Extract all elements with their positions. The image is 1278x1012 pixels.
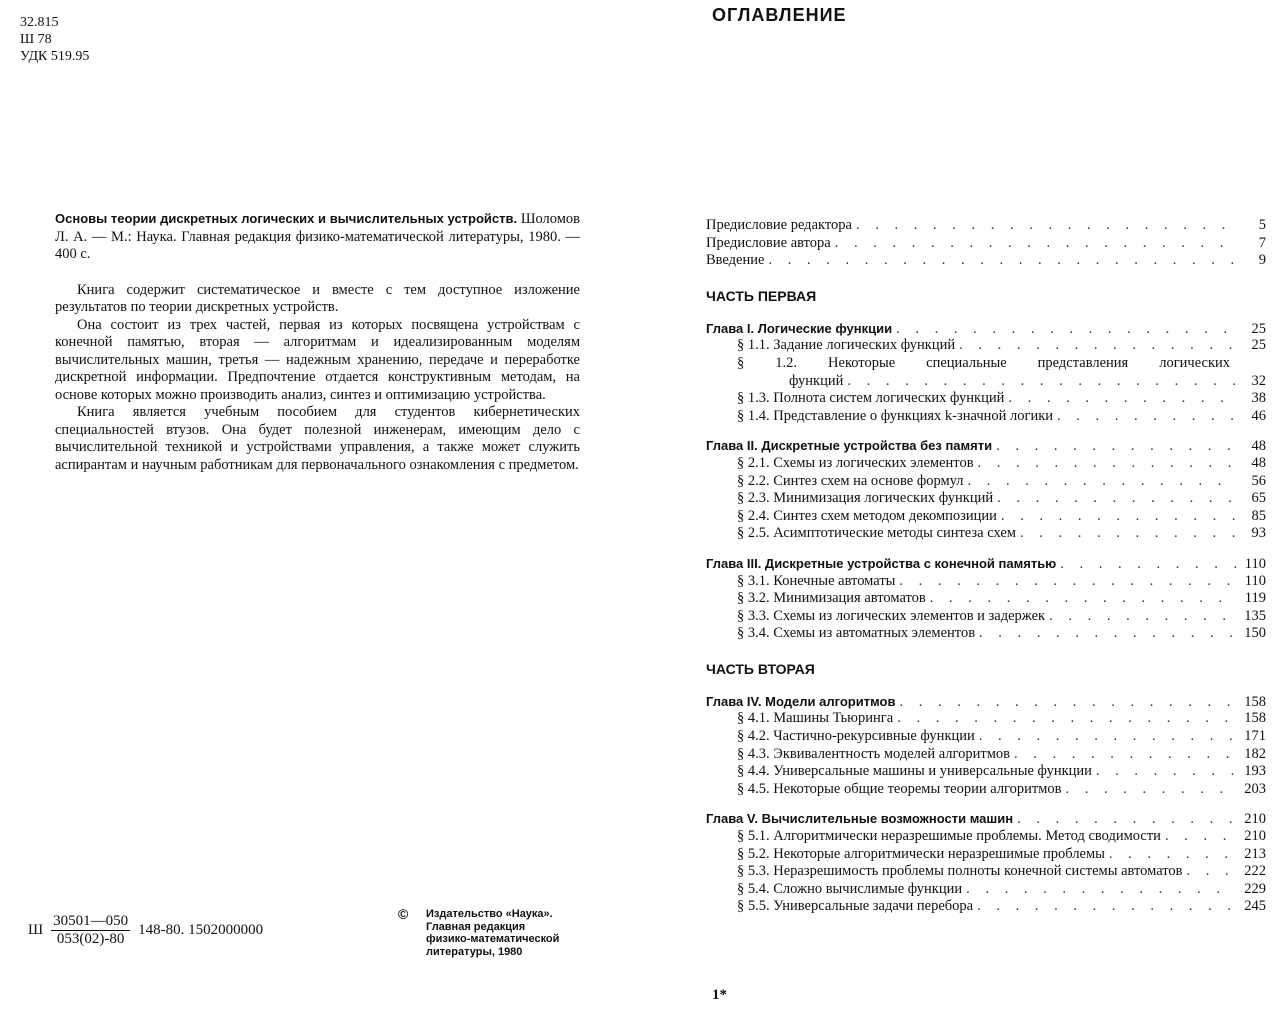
toc-entry-text: § 3.2. Минимизация автоматов [737, 590, 926, 607]
dot-leader [1096, 763, 1236, 781]
toc-entry-text: § 1.4. Представление о функциях k-значной логики [737, 407, 1054, 424]
toc-section-entry [706, 625, 1266, 643]
toc-entry-text: Предисловие автора [706, 234, 831, 251]
dot-leader [1109, 846, 1236, 864]
toc-entry-text: § 2.3. Минимизация логических функций [737, 490, 994, 507]
toc-entry-text: Глава II. Дискретные устройства без памяти [706, 438, 993, 454]
toc-entry-text: § 1.3. Полнота систем логических функций [737, 390, 1005, 407]
dot-leader [1014, 746, 1236, 764]
toc-entry-text: § 1.1. Задание логических функций [737, 337, 956, 354]
toc-section-entry [706, 355, 1266, 390]
toc-entry-text: § 4.5. Некоторые общие теоремы теории алгоритмов [737, 780, 1062, 797]
toc-chapter-entry [706, 320, 1266, 338]
dot-leader [959, 337, 1236, 355]
toc-section-entry [706, 337, 1266, 355]
toc-part-heading: ЧАСТЬ ВТОРАЯ [706, 660, 815, 677]
dot-leader [968, 473, 1236, 491]
dot-leader [1060, 556, 1236, 574]
toc-chapter-entry [706, 810, 1266, 828]
toc-section-entry [706, 828, 1266, 846]
toc-page-number: 110 [1244, 555, 1266, 572]
toc-page-number: 25 [1251, 337, 1266, 354]
dot-leader [899, 694, 1236, 712]
imprint-fraction [51, 913, 130, 948]
toc-entry-text: § 2.1. Схемы из логических элементов [737, 454, 974, 471]
toc-section-entry [706, 863, 1266, 881]
annotation-paragraph: Книга является учебным пособием для студентов кибернетических специальностей втузов. Она будет полезной инженерам, имеющим дело с вычислительной техникой и устройствами управления, а также может служить аспирантам и научным работникам для первоначального ознакомления с предметом. [55, 404, 580, 473]
toc-page-number: 48 [1251, 454, 1266, 471]
toc-page-number: 158 [1244, 693, 1266, 710]
toc-chapter-entry [706, 437, 1266, 455]
dot-leader [1049, 608, 1236, 626]
toc-spacer [706, 425, 1266, 437]
bibliographic-entry [55, 210, 580, 264]
dot-leader [1020, 525, 1236, 543]
toc-chapter-entry [706, 555, 1266, 573]
toc-page-number: 56 [1251, 472, 1266, 489]
toc-section-entry [706, 390, 1266, 408]
toc-section-entry [706, 508, 1266, 526]
toc-entry-text: Предисловие редактора [706, 217, 852, 233]
dot-leader [768, 252, 1236, 270]
toc-page-number: 110 [1244, 572, 1266, 589]
toc-page-number: 25 [1251, 320, 1266, 337]
dot-leader [899, 573, 1236, 591]
dot-leader [1008, 390, 1236, 408]
toc-page-number: 7 [1258, 234, 1266, 251]
toc-page-number: 182 [1244, 745, 1266, 762]
signature-mark: 1* [712, 987, 727, 1003]
toc-entry-text: § 1.2. Некоторые специальные представления логических [737, 354, 1230, 371]
toc-entry-text: § 5.3. Неразрешимость проблемы полноты конечной системы автоматов [737, 863, 1183, 880]
dot-leader [979, 728, 1236, 746]
toc-entry-text: Глава I. Логические функции [706, 320, 893, 336]
dot-leader [1017, 811, 1236, 829]
toc-entry-text: § 3.4. Схемы из автоматных элементов [737, 625, 976, 642]
udc-code: УДК 519.95 [20, 49, 90, 64]
toc-page-number: 48 [1251, 438, 1266, 455]
toc-entry-text: § 4.3. Эквивалентность моделей алгоритмов [737, 745, 1010, 762]
toc-page-number: 119 [1244, 590, 1266, 607]
dot-leader [997, 490, 1236, 508]
toc-entry-text: § 4.4. Универсальные машины и универсальные функции [737, 763, 1092, 780]
imprint-number: 148-80. 1502000000 [138, 922, 264, 938]
dot-leader [930, 590, 1236, 608]
toc-page-number: 9 [1258, 252, 1266, 269]
toc-part-heading: ЧАСТЬ ПЕРВАЯ [706, 287, 817, 304]
toc-section-entry [706, 525, 1266, 543]
toc-entry-text: функций [789, 372, 844, 389]
imprint-numerator: 30501—050 [53, 913, 129, 929]
toc-section-entry [706, 781, 1266, 799]
toc-page-number: 229 [1244, 880, 1266, 897]
toc-entry-text: § 2.4. Синтез схем методом декомпозиции [737, 507, 997, 524]
toc-spacer [706, 543, 1266, 555]
toc-section-entry [706, 590, 1266, 608]
toc-page-number: 210 [1244, 828, 1266, 845]
dot-leader [966, 881, 1236, 899]
toc-section-entry [706, 728, 1266, 746]
table-of-contents [706, 217, 1266, 916]
toc-page-number: 46 [1251, 407, 1266, 424]
toc-section-entry [706, 881, 1266, 899]
toc-chapter-entry [706, 693, 1266, 711]
imprint-letter: Ш [28, 922, 44, 938]
author-mark: Ш 78 [20, 32, 52, 47]
bibliographic-details: Шоломов Л. А. — М.: Наука. Главная редакция физико-математической литературы, 1980. — 400 с. [55, 211, 581, 262]
annotation-paragraph: Книга содержит систематическое и вместе с тем доступное изложение результатов по теории дискретных устройств. [55, 281, 580, 315]
toc-page-number: 65 [1251, 490, 1266, 507]
dot-leader [1165, 828, 1236, 846]
bbk-code: 32.815 [20, 15, 59, 30]
toc-page-number: 158 [1244, 710, 1266, 727]
classification-codes [20, 14, 89, 65]
toc-front-entry [706, 252, 1266, 270]
page-title: ОГЛАВЛЕНИЕ [712, 5, 847, 25]
toc-page-number: 245 [1244, 898, 1266, 915]
toc-page-number: 213 [1244, 845, 1266, 862]
toc-entry-text: Введение [706, 252, 765, 269]
toc-page-number: 171 [1244, 728, 1266, 745]
toc-section-entry [706, 573, 1266, 591]
toc-entry-text: § 4.2. Частично-рекурсивные функции [737, 728, 975, 745]
toc-entry-text: § 5.1. Алгоритмически неразрешимые проблемы. Метод сводимости [737, 828, 1161, 845]
toc-entry-text: § 3.3. Схемы из логических элементов и задержек [737, 607, 1046, 624]
dot-leader [996, 438, 1236, 456]
copyright-line: Главная редакция [426, 920, 526, 933]
toc-page-number: 85 [1251, 507, 1266, 524]
toc-entry-text: Глава V. Вычислительные возможности машин [706, 811, 1014, 827]
book-title: Основы теории дискретных логических и вычислительных устройств. [55, 211, 518, 226]
toc-section-entry [706, 746, 1266, 764]
toc-section-entry [706, 898, 1266, 916]
toc-page-number: 32 [1251, 372, 1266, 389]
dot-leader [1001, 508, 1236, 526]
dot-leader [977, 898, 1236, 916]
toc-page-number: 210 [1244, 811, 1266, 828]
dot-leader [897, 710, 1236, 728]
toc-page-number: 38 [1251, 390, 1266, 407]
dot-leader [1057, 408, 1236, 426]
dot-leader [856, 217, 1236, 235]
toc-section-entry [706, 763, 1266, 781]
imprint-code [28, 913, 263, 948]
toc-section-entry [706, 608, 1266, 626]
toc-page-number: 5 [1258, 217, 1266, 233]
dot-leader [978, 455, 1236, 473]
toc-section-entry [706, 490, 1266, 508]
toc-entry-text: Глава IV. Модели алгоритмов [706, 693, 896, 709]
toc-front-entry [706, 217, 1266, 235]
toc-entry-text: § 3.1. Конечные автоматы [737, 572, 896, 589]
toc-page-number: 222 [1244, 863, 1266, 880]
imprint-denominator: 053(02)-80 [56, 931, 125, 947]
dot-leader [896, 321, 1236, 339]
toc-section-entry [706, 710, 1266, 728]
dot-leader [1066, 781, 1236, 799]
dot-leader [835, 235, 1236, 253]
copyright-notice [398, 908, 559, 958]
toc-page-number: 203 [1244, 780, 1266, 797]
copyright-icon: © [398, 906, 409, 922]
toc-entry-text: § 5.4. Сложно вычислимые функции [737, 880, 963, 897]
toc-section-entry [706, 408, 1266, 426]
bibliographic-annotation [55, 210, 580, 474]
toc-entry-text: § 4.1. Машины Тьюринга [737, 710, 894, 727]
copyright-line: Издательство «Наука». [426, 908, 553, 920]
toc-page-number: 93 [1251, 525, 1266, 542]
toc-section-entry [706, 473, 1266, 491]
toc-entry-text: § 5.5. Универсальные задачи перебора [737, 898, 974, 915]
toc-page-number: 193 [1244, 763, 1266, 780]
toc-section-entry [706, 455, 1266, 473]
toc-spacer [706, 798, 1266, 810]
copyright-line: литературы, 1980 [426, 945, 523, 958]
dot-leader [847, 373, 1236, 391]
toc-page-number: 135 [1244, 607, 1266, 624]
toc-entry-text: § 5.2. Некоторые алгоритмически неразрешимые проблемы [737, 845, 1105, 862]
toc-page-number: 150 [1244, 625, 1266, 642]
toc-section-entry [706, 846, 1266, 864]
toc-front-entry [706, 235, 1266, 253]
toc-entry-text: Глава III. Дискретные устройства с конечной памятью [706, 555, 1057, 571]
toc-entry-text: § 2.2. Синтез схем на основе формул [737, 472, 964, 489]
dot-leader [1187, 863, 1237, 881]
annotation-paragraph: Она состоит из трех частей, первая из которых посвящена устройствам с конечной памятью, вторая — алгоритмам и идеализированным моделям вычислительных машин, третья — надежным хранению, передаче и переработке дискретной информации. Предпочтение отдается конструктивным методам, на основе которых можно производить анализ, синтез и оптимизацию устройства. [55, 316, 580, 403]
copyright-line: физико-математической [426, 933, 560, 945]
dot-leader [979, 625, 1236, 643]
toc-entry-text: § 2.5. Асимптотические методы синтеза схем [737, 525, 1016, 542]
